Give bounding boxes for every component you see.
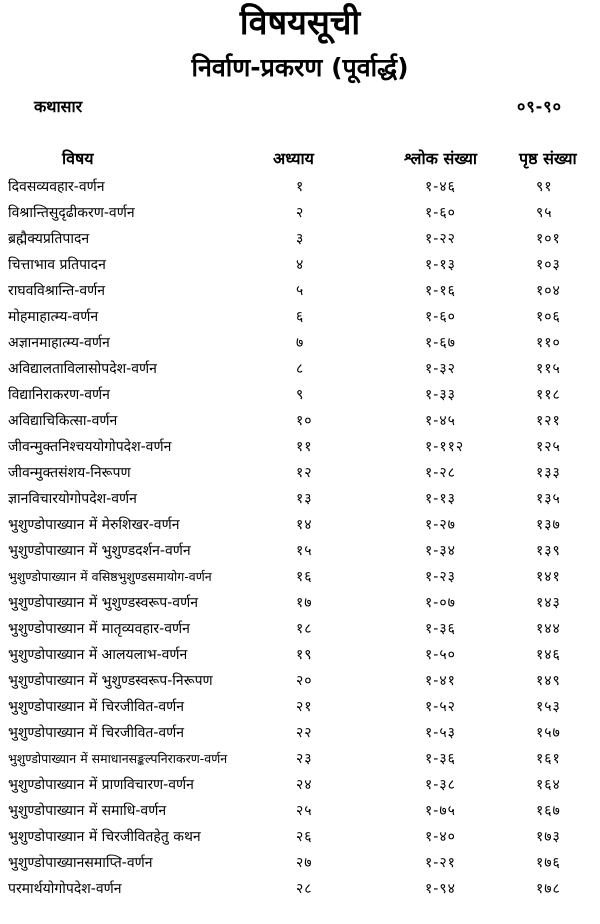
row-shloka-range: १-६७ (425, 335, 456, 351)
row-shloka-range: १-३२ (425, 361, 456, 377)
table-row (0, 226, 600, 252)
row-subject: भुशुण्डोपाख्यान में चिरजीवितहेतु कथन (8, 829, 201, 845)
table-row (0, 408, 600, 434)
table-row (0, 460, 600, 486)
row-page-number: १६७ (536, 803, 561, 819)
row-subject: भुशुण्डोपाख्यान में चिरजीवित-वर्णन (8, 725, 185, 741)
row-subject: भुशुण्डोपाख्यान में मेरुशिखर-वर्णन (8, 517, 180, 533)
row-subject: भुशुण्डोपाख्यान में भुशुण्डस्वरूप-वर्णन (8, 595, 198, 611)
contents-table (0, 174, 600, 902)
row-page-number: १६४ (536, 777, 561, 793)
row-shloka-range: १-७५ (425, 803, 456, 819)
row-shloka-range: १-६० (425, 309, 456, 325)
row-shloka-range: १-५३ (425, 725, 456, 741)
row-shloka-range: १-४० (425, 829, 456, 845)
table-row (0, 616, 600, 642)
row-subject: जीवन्मुक्तनिश्चययोगोपदेश-वर्णन (8, 439, 172, 455)
row-page-number: १०३ (536, 257, 561, 273)
table-row (0, 174, 600, 200)
row-shloka-range: १-३८ (425, 777, 456, 793)
row-page-number: १३९ (536, 543, 561, 559)
row-chapter: १३ (296, 491, 313, 507)
row-page-number: १४४ (536, 621, 561, 637)
table-row (0, 772, 600, 798)
page-subtitle: निर्वाण-प्रकरण (पूर्वार्द्ध) (191, 53, 409, 82)
row-subject: अविद्याचिकित्सा-वर्णन (8, 413, 118, 429)
row-shloka-range: १-२७ (425, 517, 456, 533)
row-chapter: २ (296, 205, 305, 221)
table-row (0, 746, 600, 772)
row-subject: भुशुण्डोपाख्यानसमाप्ति-वर्णन (8, 855, 153, 871)
row-shloka-range: १-१६ (425, 283, 456, 299)
table-row (0, 434, 600, 460)
row-shloka-range: १-३४ (425, 543, 456, 559)
row-page-number: १४१ (536, 569, 561, 585)
row-subject: भुशुण्डोपाख्यान में भुशुण्डस्वरूप-निरूपण (8, 673, 213, 689)
row-subject: अविद्यालताविलासोपदेश-वर्णन (8, 361, 157, 377)
row-chapter: १८ (296, 621, 313, 637)
table-row (0, 668, 600, 694)
row-shloka-range: १-९४ (425, 881, 456, 897)
table-row (0, 252, 600, 278)
row-page-number: ९१ (536, 179, 553, 195)
row-chapter: ७ (296, 335, 305, 351)
table-row (0, 356, 600, 382)
row-chapter: २१ (296, 699, 313, 715)
row-shloka-range: १-१३ (425, 257, 456, 273)
row-subject: जीवन्मुक्तसंशय-निरूपण (8, 465, 131, 481)
column-header-subject: विषय (62, 149, 94, 168)
row-subject: परमार्थयोगोपदेश-वर्णन (8, 881, 122, 897)
table-row (0, 304, 600, 330)
row-subject: दिवसव्यवहार-वर्णन (8, 179, 105, 195)
row-chapter: १७ (296, 595, 313, 611)
row-page-number: १७३ (536, 829, 561, 845)
row-chapter: १५ (296, 543, 313, 559)
table-row (0, 694, 600, 720)
row-subject: राघवविश्रान्ति-वर्णन (8, 283, 106, 299)
row-shloka-range: १-३३ (425, 387, 456, 403)
row-subject: भुशुण्डोपाख्यान में चिरजीवित-वर्णन (8, 699, 185, 715)
table-row (0, 876, 600, 902)
row-shloka-range: १-५० (425, 647, 456, 663)
row-page-number: १०६ (536, 309, 561, 325)
row-shloka-range: १-४६ (425, 179, 456, 195)
row-subject: भुशुण्डोपाख्यान में भुशुण्डदर्शन-वर्णन (8, 543, 191, 559)
row-chapter: २५ (296, 803, 313, 819)
row-chapter: ६ (296, 309, 305, 325)
kathasar-label: कथासार (34, 97, 83, 116)
row-chapter: २० (296, 673, 313, 689)
row-page-number: १७८ (536, 881, 561, 897)
row-page-number: ९५ (536, 205, 553, 221)
row-page-number: १२५ (536, 439, 561, 455)
row-subject: भुशुण्डोपाख्यान में मातृव्यवहार-वर्णन (8, 621, 190, 637)
row-shloka-range: १-४१ (425, 673, 456, 689)
row-chapter: ४ (296, 257, 305, 273)
row-subject: विद्यानिराकरण-वर्णन (8, 387, 110, 403)
table-row (0, 330, 600, 356)
row-page-number: ११० (536, 335, 561, 351)
table-row (0, 642, 600, 668)
row-chapter: २३ (296, 751, 313, 767)
row-page-number: १०४ (536, 283, 561, 299)
row-page-number: १०१ (536, 231, 561, 247)
row-subject: भुशुण्डोपाख्यान में समाधानसङ्कल्पनिराकरण-वर्णन (8, 751, 228, 766)
table-row (0, 564, 600, 590)
row-shloka-range: १-२३ (425, 569, 456, 585)
row-chapter: ९ (296, 387, 305, 403)
table-row (0, 512, 600, 538)
table-row (0, 590, 600, 616)
row-chapter: १० (296, 413, 313, 429)
table-row (0, 720, 600, 746)
row-page-number: १५३ (536, 699, 561, 715)
column-header-chapter: अध्याय (273, 149, 314, 168)
row-shloka-range: १-६० (425, 205, 456, 221)
row-shloka-range: १-२१ (425, 855, 456, 871)
row-shloka-range: १-११२ (425, 439, 465, 455)
row-chapter: १२ (296, 465, 313, 481)
table-row (0, 382, 600, 408)
row-chapter: ८ (296, 361, 305, 377)
row-page-number: १५७ (536, 725, 561, 741)
row-shloka-range: १-०७ (425, 595, 456, 611)
table-row (0, 278, 600, 304)
row-page-number: १३५ (536, 491, 561, 507)
table-row (0, 798, 600, 824)
row-subject: विश्रान्तिसुदृढीकरण-वर्णन (8, 205, 135, 221)
table-row (0, 200, 600, 226)
row-shloka-range: १-१३ (425, 491, 456, 507)
row-subject: भुशुण्डोपाख्यान में आलयलाभ-वर्णन (8, 647, 188, 663)
row-chapter: ३ (296, 231, 305, 247)
row-chapter: १६ (296, 569, 313, 585)
row-subject: मोहमाहात्म्य-वर्णन (8, 309, 99, 325)
column-header-shloka: श्लोक संख्या (404, 149, 478, 168)
row-page-number: १३७ (536, 517, 561, 533)
row-page-number: १४९ (536, 673, 561, 689)
column-header-page: पृष्ठ संख्या (519, 149, 577, 168)
row-subject: भुशुण्डोपाख्यान में समाधि-वर्णन (8, 803, 167, 819)
row-shloka-range: १-२२ (425, 231, 456, 247)
row-page-number: १४३ (536, 595, 561, 611)
row-page-number: १७६ (536, 855, 561, 871)
row-subject: ज्ञानविचारयोगोपदेश-वर्णन (8, 491, 137, 507)
row-chapter: ५ (296, 283, 305, 299)
row-subject: ब्रह्मैक्यप्रतिपादन (8, 231, 90, 247)
row-chapter: २४ (296, 777, 313, 793)
row-chapter: २८ (296, 881, 313, 897)
table-row (0, 824, 600, 850)
row-shloka-range: १-४५ (425, 413, 456, 429)
row-subject: भुशुण्डोपाख्यान में प्राणविचारण-वर्णन (8, 777, 194, 793)
row-chapter: २२ (296, 725, 313, 741)
row-chapter: २६ (296, 829, 313, 845)
row-subject: चित्ताभाव प्रतिपादन (8, 257, 106, 273)
row-chapter: २७ (296, 855, 313, 871)
row-shloka-range: १-२८ (425, 465, 456, 481)
row-page-number: ११८ (536, 387, 561, 403)
table-row (0, 538, 600, 564)
row-shloka-range: १-३६ (425, 621, 456, 637)
row-page-number: १२१ (536, 413, 561, 429)
row-subject: भुशुण्डोपाख्यान में वसिष्ठभुशुण्डसमायोग-वर्णन (8, 569, 212, 584)
page-title: विषयसूची (239, 3, 361, 43)
row-page-number: १६१ (536, 751, 561, 767)
table-row (0, 486, 600, 512)
kathasar-pages: ०९-९० (517, 97, 562, 116)
table-row (0, 850, 600, 876)
row-chapter: १९ (296, 647, 313, 663)
row-subject: अज्ञानमाहात्म्य-वर्णन (8, 335, 110, 351)
row-chapter: १४ (296, 517, 313, 533)
row-chapter: ११ (296, 439, 313, 455)
row-shloka-range: १-५२ (425, 699, 456, 715)
row-shloka-range: १-३६ (425, 751, 456, 767)
row-page-number: ११५ (536, 361, 561, 377)
row-page-number: १४६ (536, 647, 561, 663)
row-chapter: १ (296, 179, 305, 195)
row-page-number: १३३ (536, 465, 561, 481)
